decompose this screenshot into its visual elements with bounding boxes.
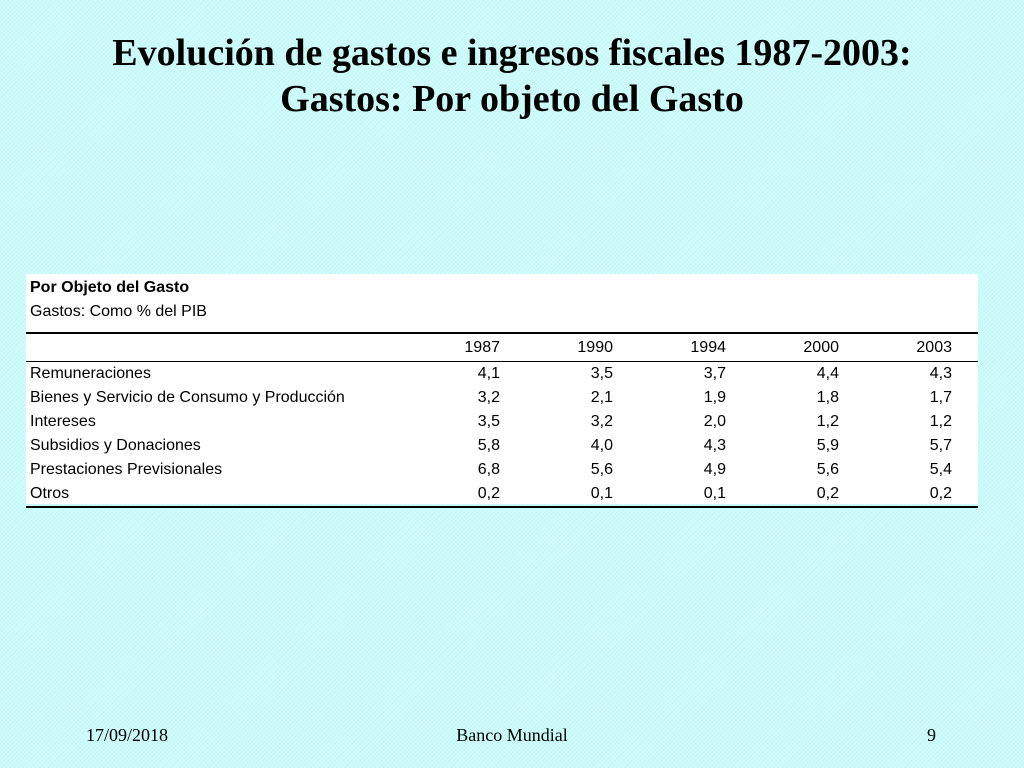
table-row bbox=[26, 434, 978, 458]
table-cell: 5,8 bbox=[477, 437, 500, 454]
row-label: Prestaciones Previsionales bbox=[30, 461, 223, 478]
table-cell: 4,4 bbox=[816, 365, 839, 382]
table-cell: 4,0 bbox=[590, 437, 613, 454]
table-cell: 5,4 bbox=[929, 461, 952, 478]
table-row bbox=[26, 458, 978, 482]
column-header-2000: 2000 bbox=[803, 339, 839, 356]
column-header-1994: 1994 bbox=[690, 339, 726, 356]
row-label: Subsidios y Donaciones bbox=[30, 437, 201, 454]
table-cell: 4,3 bbox=[703, 437, 726, 454]
table-cell: 5,6 bbox=[816, 461, 839, 478]
slide-title-line-1: Evolución de gastos e ingresos fiscales 1987-2003: bbox=[112, 32, 912, 74]
table-cell: 3,2 bbox=[477, 389, 500, 406]
table-cell: 1,8 bbox=[816, 389, 839, 406]
table-cell: 0,2 bbox=[816, 485, 839, 502]
table-cell: 2,0 bbox=[703, 413, 726, 430]
slide-title bbox=[0, 30, 1024, 122]
table-row bbox=[26, 410, 978, 434]
table-cell: 0,2 bbox=[929, 485, 952, 502]
table-cell: 5,6 bbox=[590, 461, 613, 478]
table-cell: 0,1 bbox=[703, 485, 726, 502]
header-empty-cell bbox=[26, 333, 413, 362]
table-subheading: Gastos: Como % del PIB bbox=[30, 303, 207, 320]
row-label: Bienes y Servicio de Consumo y Producción bbox=[30, 389, 345, 406]
footer-date: 17/09/2018 bbox=[86, 725, 169, 745]
table-cell: 2,1 bbox=[590, 389, 613, 406]
table-cell: 5,9 bbox=[816, 437, 839, 454]
table-cell: 1,2 bbox=[929, 413, 952, 430]
table-row bbox=[26, 386, 978, 410]
footer-organization: Banco Mundial bbox=[456, 725, 568, 745]
table-cell: 4,3 bbox=[929, 365, 952, 382]
table-header-row bbox=[26, 333, 978, 362]
table-cell: 3,2 bbox=[590, 413, 613, 430]
table-cell: 4,1 bbox=[477, 365, 500, 382]
slide-page-number: 9 bbox=[927, 725, 936, 745]
slide-title-line-2: Gastos: Por objeto del Gasto bbox=[280, 78, 744, 120]
table-cell: 1,7 bbox=[929, 389, 952, 406]
column-header-2003: 2003 bbox=[916, 339, 952, 356]
table-cell: 3,5 bbox=[590, 365, 613, 382]
column-header-1990: 1990 bbox=[577, 339, 613, 356]
expense-table bbox=[26, 332, 978, 508]
table-cell: 4,9 bbox=[703, 461, 726, 478]
table-cell: 3,5 bbox=[477, 413, 500, 430]
column-header-1987: 1987 bbox=[464, 339, 500, 356]
table-cell: 6,8 bbox=[477, 461, 500, 478]
table-cell: 1,2 bbox=[816, 413, 839, 430]
expense-table-panel bbox=[26, 274, 978, 504]
table-cell: 0,1 bbox=[590, 485, 613, 502]
row-label: Otros bbox=[30, 485, 70, 502]
table-row bbox=[26, 362, 978, 387]
table-heading: Por Objeto del Gasto bbox=[30, 279, 190, 296]
table-row bbox=[26, 482, 978, 507]
row-label: Intereses bbox=[30, 413, 96, 430]
table-cell: 0,2 bbox=[477, 485, 500, 502]
table-cell: 5,7 bbox=[929, 437, 952, 454]
table-cell: 1,9 bbox=[703, 389, 726, 406]
row-label: Remuneraciones bbox=[30, 365, 151, 382]
table-cell: 3,7 bbox=[703, 365, 726, 382]
